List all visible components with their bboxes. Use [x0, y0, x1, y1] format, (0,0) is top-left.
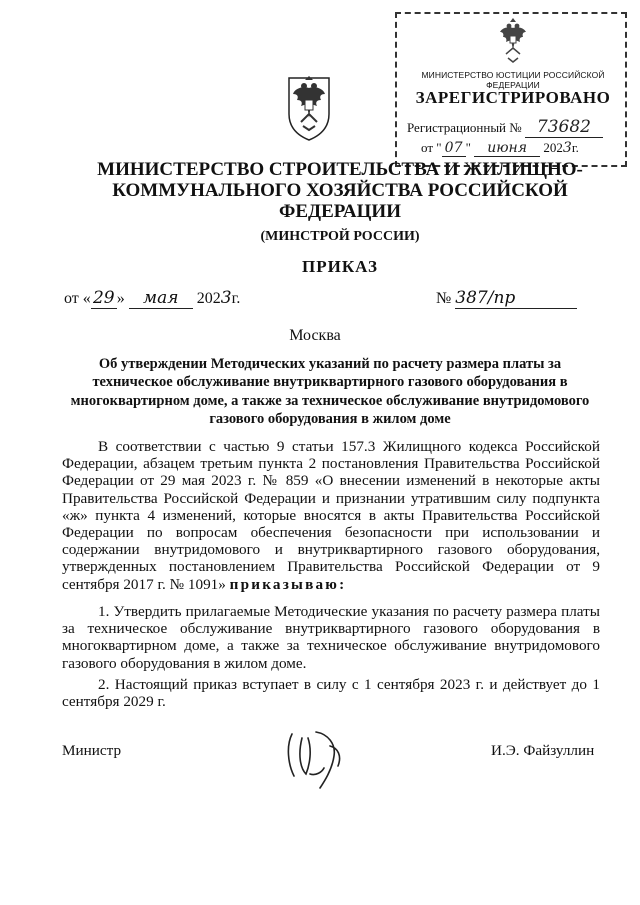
stamp-date-prefix: от " [421, 140, 442, 155]
order-date: от « 29 » мая 2023г. [64, 288, 241, 308]
city-name: Москва [289, 327, 341, 344]
order-number-value: 387/пр [455, 288, 577, 309]
stamp-date-row: от " 07 " июня 2023г. [421, 140, 579, 156]
order-date-year-suffix: 3 [220, 288, 232, 308]
order-subject: Об утверждении Методических указаний по расчету размера платы за техническое обслуживание внутриквартирного газового оборудования в многоквартирном доме, а также за техническое обслуживание внутридомового газового оборудования в жилом доме [70, 356, 590, 427]
stamp-date-year-suffix: 3 [562, 140, 572, 156]
stamp-registered-label: ЗАРЕГИСТРИРОВАНО [415, 88, 611, 107]
order-number [436, 288, 577, 309]
order-date-month: мая [129, 288, 193, 309]
order-date-year-prefix: 202 [196, 290, 221, 307]
stamp-date-year-prefix: 202 [543, 140, 563, 155]
order-item-2-text: 2. Настоящий приказ вступает в силу с 1 сентября 2023 г. и действует до 1 сентября 2029 г. [62, 676, 600, 711]
handwritten-signature [280, 724, 360, 792]
order-item-1 [62, 603, 600, 672]
stamp-reg-number-label: Регистрационный № [407, 120, 522, 135]
document-type-title: ПРИКАЗ [302, 257, 378, 276]
decree-word: приказываю: [229, 575, 347, 593]
order-date-prefix: от « [64, 290, 91, 307]
stamp-reg-number-row [407, 117, 603, 138]
basis-paragraph [62, 438, 600, 593]
order-date-day: 29 [91, 288, 117, 309]
order-item-1-text: 1. Утвердить прилагаемые Методические указания по расчету размера платы за техническое обслуживание внутриквартирного газового оборудования в многоквартирном доме, а также за техническое обслуживание внутридомового газового оборудования в жилом доме. [62, 603, 600, 672]
stamp-emblem-icon [494, 16, 532, 66]
order-date-year-label: г. [231, 290, 241, 307]
basis-text: В соответствии с частью 9 статьи 157.3 Жилищного кодекса Российской Федерации, абзацем третьим пункта 2 постановления Правительства Российской Федерации от 29 мая 2023 г. № 859 «О внесении изменений в некоторые акты Правительства Российской Федерации и признании утратившим силу подпункта «ж» пункта 4 изменений, которые вносятся в акты Правительства Российской Федерации по вопросам обеспечения безопасности при использовании и содержании внутридомового и внутриквартирного газового оборудования, утвержденных постановлением Правительства Российской Федерации от 9 сентября 2017 г. № 1091» [62, 438, 600, 593]
stamp-year-label: г. [571, 140, 579, 155]
order-item-2 [62, 676, 600, 710]
stamp-date-day: 07 [442, 140, 466, 157]
stamp-reg-number: 73682 [525, 117, 603, 138]
registration-stamp [395, 12, 627, 167]
stamp-date-month: июня [474, 140, 540, 157]
signatory-name: И.Э. Файзуллин [491, 742, 595, 759]
stamp-ministry-label: МИНИСТЕРСТВО ЮСТИЦИИ РОССИЙСКОЙ ФЕДЕРАЦИИ [421, 70, 605, 90]
coat-of-arms-icon [283, 70, 335, 142]
ministry-short-name: (МИНСТРОЙ РОССИИ) [260, 229, 420, 244]
ministry-name: МИНИСТЕРСТВО СТРОИТЕЛЬСТВА И ЖИЛИЩНО-КОММУНАЛЬНОГО ХОЗЯЙСТВА РОССИЙСКОЙ ФЕДЕРАЦИИ [97, 159, 583, 222]
order-number-label: № [436, 290, 452, 307]
signatory-title: Министр [62, 742, 122, 759]
